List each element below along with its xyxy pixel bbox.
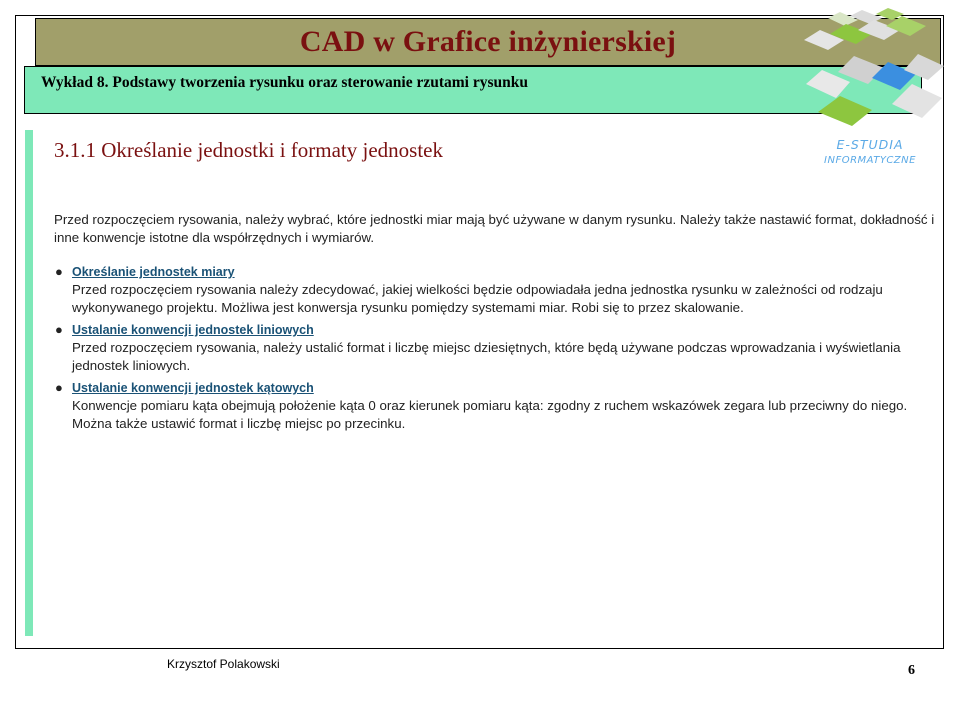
- link-okreslanie-jednostek-miary[interactable]: Określanie jednostek miary: [72, 265, 235, 279]
- slide-title: CAD w Grafice inżynierskiej: [299, 25, 677, 58]
- subtitle-bar: [24, 66, 922, 114]
- lecture-subtitle: Wykład 8. Podstawy tworzenia rysunku oraz sterowanie rzutami rysunku: [41, 74, 528, 91]
- bullet-icon: ●: [55, 322, 63, 337]
- section-title: 3.1.1 Określanie jednostki i formaty jednostek: [54, 138, 444, 162]
- list-item-text: Przed rozpoczęciem rysowania, należy ustalić format i liczbę miejsc dziesiętnych, które będą używane podczas wprowadzania i wyświetlania jednostek liniowych.: [72, 340, 901, 373]
- list-item: [54, 321, 939, 375]
- list-item-text: Przed rozpoczęciem rysowania należy zdecydować, jakiej wielkości będzie odpowiadała jedna jednostka rysunku w zależności od rodzaju wykonywanego projektu. Możliwa jest konwersja rysunku pomiędzy systemami miar. Robi się to przez skalowanie.: [72, 282, 883, 315]
- intro-paragraph: Przed rozpoczęciem rysowania, należy wybrać, które jednostki miar mają być używane w danym rysunku. Należy także nastawić format, dokładność i inne konwencje istotne dla współrzędnych i wymiarów.: [54, 212, 935, 245]
- list-item-text: Konwencje pomiaru kąta obejmują położenie kąta 0 oraz kierunek pomiaru kąta: zgodny z ruchem wskazówek zegara lub przeciwny do niego. Można także ustawić format i liczbę miejsc po przecinku.: [72, 398, 908, 431]
- logo-text-line1: E-STUDIA: [836, 137, 904, 152]
- logo-text-line2: INFORMATYCZNE: [824, 155, 916, 166]
- bullet-icon: ●: [55, 264, 63, 279]
- left-accent-stripe: [25, 130, 33, 636]
- list-item: [54, 263, 939, 317]
- bullet-icon: ●: [55, 380, 63, 395]
- link-konwencje-jednostek-liniowych[interactable]: Ustalanie konwencji jednostek liniowych: [72, 323, 314, 337]
- author-name: Krzysztof Polakowski: [167, 657, 280, 671]
- section-content: [54, 211, 939, 437]
- page-number: 6: [908, 663, 915, 678]
- list-item: [54, 379, 939, 433]
- topic-list: [54, 263, 939, 433]
- link-konwencje-jednostek-katowych[interactable]: Ustalanie konwencji jednostek kątowych: [72, 381, 314, 395]
- e-studia-logo: [800, 8, 950, 178]
- logo-tiles-icon: [804, 8, 944, 126]
